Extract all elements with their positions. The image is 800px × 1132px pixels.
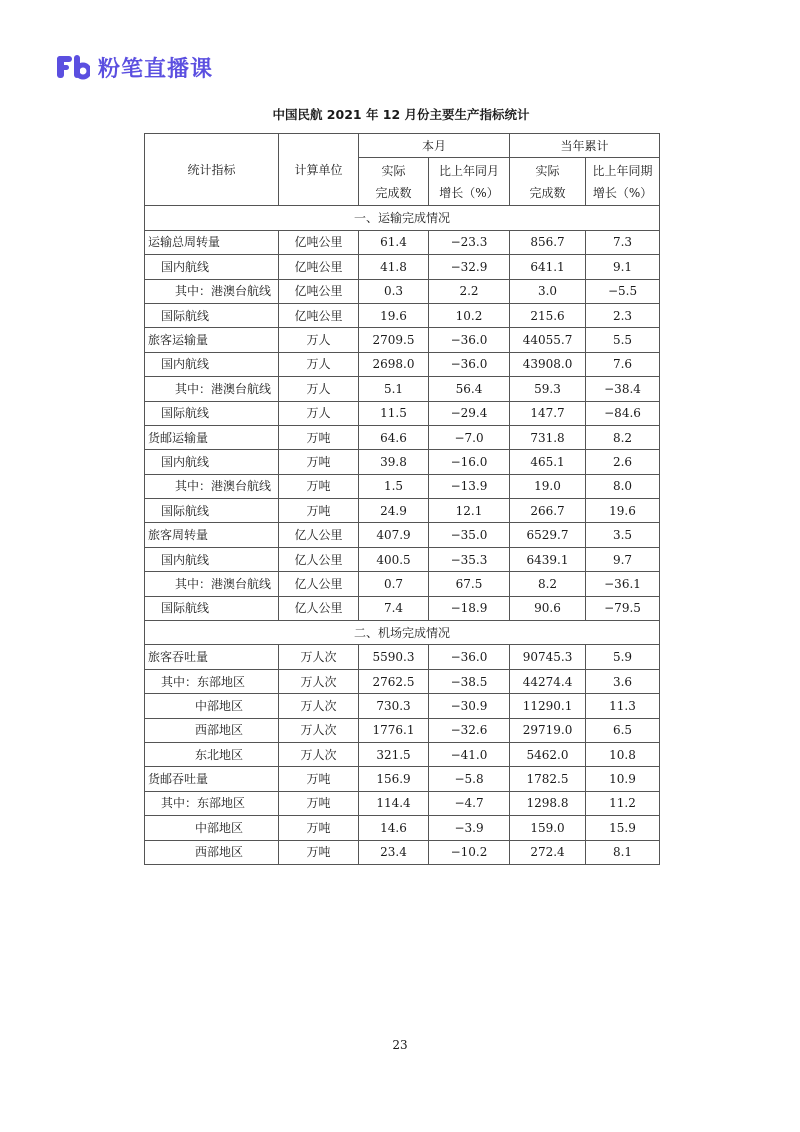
table-row (145, 742, 660, 766)
unit-cell: 万人 (279, 328, 359, 352)
indicator-cell: 国际航线 (145, 499, 279, 523)
cumulative-actual-cell: 8.2 (510, 572, 586, 596)
unit-cell: 亿人公里 (279, 547, 359, 571)
page-number: 23 (392, 1038, 408, 1052)
table-title: 中国民航 2021 年 12 月份主要生产指标统计 (272, 107, 530, 122)
indicator-cell: 国际航线 (145, 596, 279, 620)
table-row (145, 303, 660, 327)
indicator-cell: 西部地区 (145, 718, 279, 742)
month-actual-cell: 730.3 (359, 694, 429, 718)
month-growth-cell: −7.0 (429, 425, 510, 449)
month-growth-cell: −38.5 (429, 669, 510, 693)
brand-logo (56, 52, 213, 82)
indicator-cell: 运输总周转量 (145, 230, 279, 254)
indicator-cell: 其中：东部地区 (145, 669, 279, 693)
cumulative-actual-cell: 3.0 (510, 279, 586, 303)
month-actual-cell: 0.7 (359, 572, 429, 596)
cumulative-growth-cell: 2.3 (586, 303, 660, 327)
cumulative-growth-cell: 5.9 (586, 645, 660, 669)
table-row (145, 474, 660, 498)
month-actual-cell: 39.8 (359, 450, 429, 474)
month-actual-cell: 5.1 (359, 377, 429, 401)
unit-cell: 万吨 (279, 791, 359, 815)
table-row (145, 523, 660, 547)
table-row (145, 840, 660, 864)
unit-cell: 亿吨公里 (279, 279, 359, 303)
section-title: 一、运输完成情况 (145, 206, 660, 230)
cumulative-growth-cell: 10.9 (586, 767, 660, 791)
table-row (145, 230, 660, 254)
cumulative-growth-cell: 8.0 (586, 474, 660, 498)
unit-cell: 万吨 (279, 840, 359, 864)
cumulative-actual-cell: 856.7 (510, 230, 586, 254)
month-growth-cell: 10.2 (429, 303, 510, 327)
indicator-cell: 其中：港澳台航线 (145, 377, 279, 401)
indicator-cell: 其中：港澳台航线 (145, 474, 279, 498)
unit-cell: 万吨 (279, 474, 359, 498)
month-actual-cell: 64.6 (359, 425, 429, 449)
cumulative-actual-cell: 1298.8 (510, 791, 586, 815)
indicator-cell: 旅客运输量 (145, 328, 279, 352)
header-indicator: 统计指标 (145, 134, 279, 206)
month-growth-cell: 56.4 (429, 377, 510, 401)
table-row (145, 279, 660, 303)
month-actual-cell: 23.4 (359, 840, 429, 864)
cumulative-actual-cell: 147.7 (510, 401, 586, 425)
month-actual-cell: 11.5 (359, 401, 429, 425)
cumulative-actual-cell: 44274.4 (510, 669, 586, 693)
cumulative-growth-cell: 15.9 (586, 816, 660, 840)
cumulative-actual-cell: 5462.0 (510, 742, 586, 766)
month-growth-cell: −3.9 (429, 816, 510, 840)
indicator-cell: 国内航线 (145, 547, 279, 571)
month-actual-cell: 321.5 (359, 742, 429, 766)
indicator-cell: 其中：港澳台航线 (145, 279, 279, 303)
table-row (145, 694, 660, 718)
header-month-growth: 比上年同月 增长（%） (429, 158, 510, 206)
cumulative-actual-cell: 29719.0 (510, 718, 586, 742)
month-actual-cell: 0.3 (359, 279, 429, 303)
fb-logo-icon (56, 53, 90, 81)
month-growth-cell: −32.6 (429, 718, 510, 742)
cumulative-actual-cell: 215.6 (510, 303, 586, 327)
indicator-cell: 旅客吞吐量 (145, 645, 279, 669)
month-growth-cell: 12.1 (429, 499, 510, 523)
indicator-cell: 西部地区 (145, 840, 279, 864)
cumulative-growth-cell: −36.1 (586, 572, 660, 596)
month-actual-cell: 5590.3 (359, 645, 429, 669)
cumulative-growth-cell: 3.5 (586, 523, 660, 547)
month-growth-cell: −23.3 (429, 230, 510, 254)
cumulative-actual-cell: 43908.0 (510, 352, 586, 376)
month-growth-cell: −36.0 (429, 328, 510, 352)
table-row (145, 401, 660, 425)
month-actual-cell: 7.4 (359, 596, 429, 620)
month-actual-cell: 2698.0 (359, 352, 429, 376)
unit-cell: 亿吨公里 (279, 303, 359, 327)
month-growth-cell: −36.0 (429, 645, 510, 669)
table-row (145, 450, 660, 474)
month-growth-cell: −35.0 (429, 523, 510, 547)
table-row (145, 816, 660, 840)
cumulative-actual-cell: 6529.7 (510, 523, 586, 547)
indicator-cell: 旅客周转量 (145, 523, 279, 547)
month-growth-cell: −4.7 (429, 791, 510, 815)
month-growth-cell: −41.0 (429, 742, 510, 766)
month-growth-cell: 67.5 (429, 572, 510, 596)
unit-cell: 万人次 (279, 718, 359, 742)
cumulative-actual-cell: 44055.7 (510, 328, 586, 352)
unit-cell: 万人 (279, 401, 359, 425)
header-cumulative-actual: 实际 完成数 (510, 158, 586, 206)
unit-cell: 万吨 (279, 450, 359, 474)
month-actual-cell: 2762.5 (359, 669, 429, 693)
indicator-cell: 其中：东部地区 (145, 791, 279, 815)
month-growth-cell: −36.0 (429, 352, 510, 376)
cumulative-growth-cell: −84.6 (586, 401, 660, 425)
unit-cell: 亿吨公里 (279, 255, 359, 279)
cumulative-actual-cell: 641.1 (510, 255, 586, 279)
unit-cell: 万吨 (279, 425, 359, 449)
cumulative-actual-cell: 90.6 (510, 596, 586, 620)
cumulative-actual-cell: 731.8 (510, 425, 586, 449)
month-growth-cell: −16.0 (429, 450, 510, 474)
month-actual-cell: 1.5 (359, 474, 429, 498)
cumulative-actual-cell: 59.3 (510, 377, 586, 401)
month-growth-cell: −5.8 (429, 767, 510, 791)
unit-cell: 万人次 (279, 742, 359, 766)
month-actual-cell: 1776.1 (359, 718, 429, 742)
cumulative-growth-cell: 19.6 (586, 499, 660, 523)
table-row (145, 328, 660, 352)
cumulative-growth-cell: 8.2 (586, 425, 660, 449)
cumulative-growth-cell: 7.6 (586, 352, 660, 376)
cumulative-growth-cell: 3.6 (586, 669, 660, 693)
unit-cell: 万人 (279, 352, 359, 376)
month-actual-cell: 156.9 (359, 767, 429, 791)
month-growth-cell: −30.9 (429, 694, 510, 718)
indicator-cell: 东北地区 (145, 742, 279, 766)
cumulative-actual-cell: 272.4 (510, 840, 586, 864)
cumulative-growth-cell: 10.8 (586, 742, 660, 766)
cumulative-growth-cell: 9.1 (586, 255, 660, 279)
table-row (145, 572, 660, 596)
indicator-cell: 中部地区 (145, 694, 279, 718)
month-growth-cell: −32.9 (429, 255, 510, 279)
month-actual-cell: 61.4 (359, 230, 429, 254)
header-cumulative: 当年累计 (510, 134, 660, 158)
indicator-cell: 其中：港澳台航线 (145, 572, 279, 596)
table-row (145, 767, 660, 791)
section-row (145, 621, 660, 645)
indicator-cell: 国内航线 (145, 352, 279, 376)
section-title: 二、机场完成情况 (145, 621, 660, 645)
unit-cell: 亿人公里 (279, 523, 359, 547)
unit-cell: 亿人公里 (279, 572, 359, 596)
table-row (145, 425, 660, 449)
month-growth-cell: 2.2 (429, 279, 510, 303)
month-actual-cell: 400.5 (359, 547, 429, 571)
brand-name: 粉笔直播课 (98, 56, 214, 82)
unit-cell: 万人次 (279, 669, 359, 693)
month-actual-cell: 41.8 (359, 255, 429, 279)
indicator-cell: 国际航线 (145, 303, 279, 327)
table-row (145, 547, 660, 571)
section-row (145, 206, 660, 230)
table-row (145, 791, 660, 815)
table-body (145, 206, 660, 865)
cumulative-growth-cell: −38.4 (586, 377, 660, 401)
unit-cell: 万吨 (279, 499, 359, 523)
cumulative-actual-cell: 159.0 (510, 816, 586, 840)
indicator-cell: 中部地区 (145, 816, 279, 840)
cumulative-growth-cell: 7.3 (586, 230, 660, 254)
month-actual-cell: 407.9 (359, 523, 429, 547)
unit-cell: 万吨 (279, 816, 359, 840)
table-row (145, 499, 660, 523)
cumulative-actual-cell: 90745.3 (510, 645, 586, 669)
unit-cell: 万人次 (279, 645, 359, 669)
cumulative-growth-cell: 8.1 (586, 840, 660, 864)
table-row (145, 645, 660, 669)
table-row (145, 669, 660, 693)
month-growth-cell: −29.4 (429, 401, 510, 425)
table-row (145, 352, 660, 376)
unit-cell: 亿人公里 (279, 596, 359, 620)
month-actual-cell: 114.4 (359, 791, 429, 815)
month-growth-cell: −35.3 (429, 547, 510, 571)
month-actual-cell: 24.9 (359, 499, 429, 523)
cumulative-growth-cell: −5.5 (586, 279, 660, 303)
header-unit: 计算单位 (279, 134, 359, 206)
table-row (145, 255, 660, 279)
indicator-cell: 国际航线 (145, 401, 279, 425)
cumulative-actual-cell: 465.1 (510, 450, 586, 474)
cumulative-growth-cell: 11.3 (586, 694, 660, 718)
cumulative-actual-cell: 11290.1 (510, 694, 586, 718)
unit-cell: 万人 (279, 377, 359, 401)
indicator-cell: 国内航线 (145, 450, 279, 474)
indicator-cell: 货邮吞吐量 (145, 767, 279, 791)
cumulative-actual-cell: 1782.5 (510, 767, 586, 791)
unit-cell: 万人次 (279, 694, 359, 718)
month-growth-cell: −13.9 (429, 474, 510, 498)
table-row (145, 718, 660, 742)
month-growth-cell: −18.9 (429, 596, 510, 620)
header-month-actual: 实际 完成数 (359, 158, 429, 206)
cumulative-growth-cell: 5.5 (586, 328, 660, 352)
indicator-cell: 国内航线 (145, 255, 279, 279)
statistics-table (144, 133, 660, 865)
month-actual-cell: 14.6 (359, 816, 429, 840)
month-actual-cell: 19.6 (359, 303, 429, 327)
cumulative-growth-cell: 6.5 (586, 718, 660, 742)
cumulative-actual-cell: 266.7 (510, 499, 586, 523)
cumulative-growth-cell: −79.5 (586, 596, 660, 620)
cumulative-growth-cell: 9.7 (586, 547, 660, 571)
header-cumulative-growth: 比上年同期 增长（%） (586, 158, 660, 206)
indicator-cell: 货邮运输量 (145, 425, 279, 449)
table-row (145, 596, 660, 620)
month-growth-cell: −10.2 (429, 840, 510, 864)
cumulative-growth-cell: 11.2 (586, 791, 660, 815)
month-actual-cell: 2709.5 (359, 328, 429, 352)
cumulative-actual-cell: 19.0 (510, 474, 586, 498)
table-row (145, 377, 660, 401)
unit-cell: 万吨 (279, 767, 359, 791)
unit-cell: 亿吨公里 (279, 230, 359, 254)
header-this-month: 本月 (359, 134, 510, 158)
cumulative-growth-cell: 2.6 (586, 450, 660, 474)
cumulative-actual-cell: 6439.1 (510, 547, 586, 571)
